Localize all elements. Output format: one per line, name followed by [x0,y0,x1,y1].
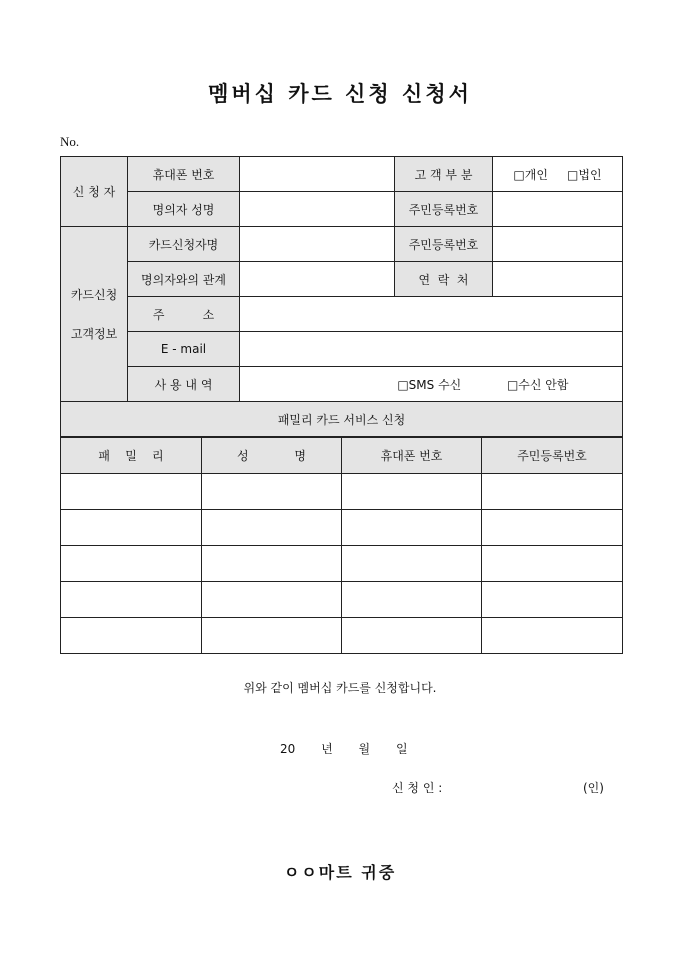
card-name-label: 카드신청자명 [128,227,240,262]
relation-label: 명의자와의 관계 [128,262,240,297]
table-row [61,618,623,654]
statement-text: 위와 같이 멤버십 카드를 신청합니다. [243,681,437,695]
usage-label: 사 용 내 역 [128,367,240,402]
sms-checkbox[interactable]: □SMS 수신 [397,377,462,392]
address-label: 주 소 [128,297,240,332]
phone-cell[interactable] [342,582,482,618]
section-label-line1: 카드신청 [70,288,118,302]
applicant-resident-no-label: 주민등록번호 [395,192,493,227]
family-cell[interactable] [61,474,202,510]
resident-no-cell[interactable] [482,474,623,510]
usage-options [240,367,623,402]
card-resident-no-field[interactable] [493,227,623,262]
phone-field[interactable] [240,157,395,192]
applicant-resident-no-field[interactable] [493,192,623,227]
resident-no-cell[interactable] [482,582,623,618]
table-row [61,582,623,618]
name-cell[interactable] [202,618,342,654]
resident-no-cell[interactable] [482,618,623,654]
number-label: No. [60,134,80,149]
resident-no-cell[interactable] [482,510,623,546]
card-name-field[interactable] [240,227,395,262]
family-cell[interactable] [61,618,202,654]
name-header: 성 명 [202,438,342,474]
table-row [61,474,623,510]
family-cell[interactable] [61,510,202,546]
month-label: 월 [358,742,371,756]
phone-header: 휴대폰 번호 [342,438,482,474]
no-sms-checkbox[interactable]: □수신 안함 [506,377,569,392]
corporate-checkbox[interactable]: □법인 [567,167,602,182]
year-prefix: 20 [280,742,296,756]
email-label: E - mail [128,332,240,367]
name-cell[interactable] [202,510,342,546]
personal-checkbox[interactable]: □개인 [513,167,548,182]
name-cell[interactable] [202,582,342,618]
application-table [60,156,623,437]
table-row [61,546,623,582]
family-header: 패 밀 리 [61,438,202,474]
phone-cell[interactable] [342,546,482,582]
phone-cell[interactable] [342,474,482,510]
table-row [61,510,623,546]
card-customer-section-label [61,227,128,402]
card-resident-no-label: 주민등록번호 [395,227,493,262]
date-line [280,740,430,757]
day-label: 일 [395,742,408,756]
resident-no-header: 주민등록번호 [482,438,623,474]
contact-field[interactable] [493,262,623,297]
recipient-footer: ㅇㅇ마트 귀중 [283,863,397,882]
seal-label: (인) [583,781,604,795]
address-field[interactable] [240,297,623,332]
family-table [60,437,623,654]
form-title: 멤버십 카드 신청 신청서 [208,81,472,106]
email-field[interactable] [240,332,623,367]
resident-no-cell[interactable] [482,546,623,582]
year-label: 년 [321,742,333,756]
family-section-title: 패밀리 카드 서비스 신청 [61,402,623,437]
name-cell[interactable] [202,474,342,510]
phone-cell[interactable] [342,510,482,546]
family-cell[interactable] [61,582,202,618]
signature-label: 신 청 인 : [392,781,443,795]
relation-field[interactable] [240,262,395,297]
phone-label: 휴대폰 번호 [128,157,240,192]
holder-name-field[interactable] [240,192,395,227]
applicant-section-label: 신 청 자 [61,157,128,227]
family-cell[interactable] [61,546,202,582]
customer-type-options [493,157,623,192]
section-label-line2: 고객정보 [70,327,118,341]
contact-label: 연 락 처 [395,262,493,297]
name-cell[interactable] [202,546,342,582]
holder-name-label: 명의자 성명 [128,192,240,227]
phone-cell[interactable] [342,618,482,654]
customer-type-label: 고 객 부 분 [395,157,493,192]
